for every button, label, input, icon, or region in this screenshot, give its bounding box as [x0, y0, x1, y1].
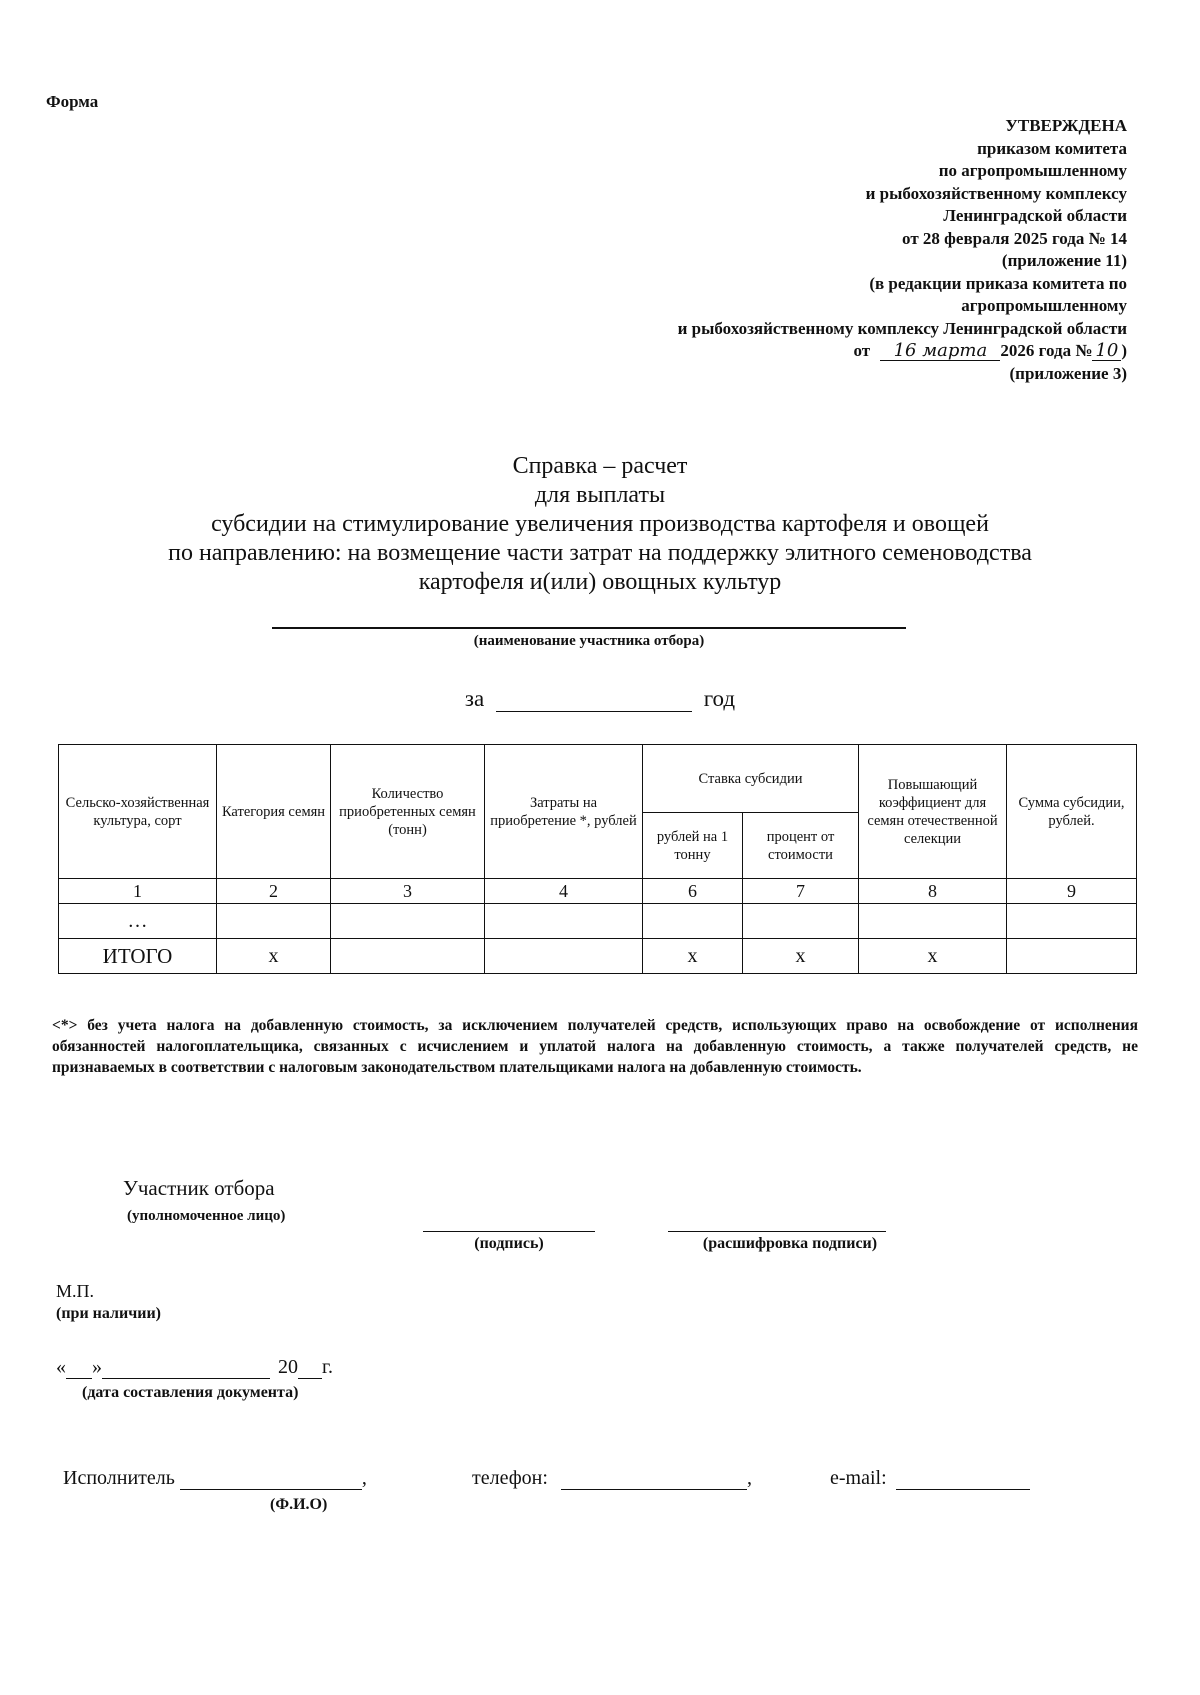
participant-label: Участник отбора — [123, 1176, 275, 1200]
column-number: 9 — [1007, 879, 1137, 904]
handwritten-date: 16 марта — [880, 342, 1000, 361]
approval-line: Ленинградской области — [943, 206, 1127, 225]
header-subsidy-sum: Сумма субсидии, рублей. — [1007, 745, 1137, 879]
month-field[interactable] — [102, 1360, 270, 1379]
not-applicable-mark: х — [743, 939, 859, 974]
amendment-from-label: от — [853, 341, 871, 360]
year-suffix: год — [703, 686, 736, 711]
date-open-quote: « — [56, 1356, 66, 1378]
approval-line: (в редакции приказа комитета по — [869, 273, 1127, 293]
approval-line: от 28 февраля 2025 года № 14 — [902, 228, 1127, 248]
email-label: e-mail: — [830, 1467, 887, 1489]
phone-label: телефон: — [472, 1467, 548, 1489]
total-row — [59, 939, 1137, 974]
year-suffix: г. — [322, 1356, 333, 1378]
title-line: по направлению: на возмещение части затрат на поддержку элитного семеноводства — [168, 540, 1032, 566]
handwritten-order-number: 10 — [1092, 342, 1121, 361]
not-applicable-mark: х — [643, 939, 743, 974]
table-cell[interactable]: … — [59, 904, 217, 939]
email-line — [830, 1467, 1030, 1490]
signature-field[interactable] — [423, 1231, 595, 1232]
executor-label: Исполнитель — [63, 1467, 175, 1489]
column-number: 2 — [217, 879, 331, 904]
table-row — [59, 904, 1137, 939]
header-rate-percent: процент от стоимости — [743, 813, 859, 879]
approval-line: УТВЕРЖДЕНА — [1005, 116, 1127, 135]
signature-decode-field[interactable] — [668, 1231, 886, 1232]
column-number: 4 — [485, 879, 643, 904]
participant-name-caption: (наименование участника отбора) — [473, 633, 705, 649]
document-date-line — [56, 1356, 333, 1379]
approval-line: и рыбохозяйственному комплексу — [865, 183, 1127, 203]
title-line: Справка – расчет — [512, 453, 688, 479]
year-digits-field[interactable] — [298, 1360, 322, 1379]
executor-field[interactable] — [180, 1471, 362, 1490]
table-cell[interactable] — [859, 904, 1007, 939]
stamp-label: М.П. — [56, 1281, 95, 1301]
total-label: ИТОГО — [59, 939, 217, 974]
approval-line: и рыбохозяйственному комплексу Ленинградской области — [677, 318, 1127, 338]
amendment-year-label: 2026 года № — [1000, 341, 1093, 360]
column-number: 8 — [859, 879, 1007, 904]
not-applicable-mark: х — [859, 939, 1007, 974]
column-number: 3 — [331, 879, 485, 904]
column-number: 7 — [743, 879, 859, 904]
approval-line: по агропромышленному — [938, 161, 1127, 180]
not-applicable-mark: х — [217, 939, 331, 974]
total-sum-cell[interactable] — [1007, 939, 1137, 974]
date-caption: (дата составления документа) — [82, 1384, 299, 1401]
header-quantity: Количество приобретенных семян (тонн) — [331, 745, 485, 879]
table-cell[interactable] — [643, 904, 743, 939]
form-label: Форма — [46, 92, 99, 111]
approval-block — [678, 115, 1127, 385]
header-subsidy-rate: Ставка субсидии — [643, 745, 859, 813]
signature-caption: (подпись) — [474, 1235, 544, 1252]
amendment-date-line — [678, 340, 1127, 363]
total-quantity-cell[interactable] — [331, 939, 485, 974]
authorized-person-label: (уполномоченное лицо) — [127, 1208, 286, 1224]
email-field[interactable] — [896, 1471, 1030, 1490]
total-costs-cell[interactable] — [485, 939, 643, 974]
header-culture: Сельско-хозяйственная культура, сорт — [59, 745, 217, 879]
table-cell[interactable] — [217, 904, 331, 939]
amendment-close-paren: ) — [1121, 341, 1127, 360]
document-title — [0, 452, 1200, 597]
title-line: картофеля и(или) овощных культур — [418, 569, 782, 595]
header-rate-per-ton: рублей на 1 тонну — [643, 813, 743, 879]
title-line: для выплаты — [534, 482, 666, 508]
year-prefix: 20 — [278, 1356, 298, 1378]
approval-line: (приложение 3) — [1009, 363, 1127, 383]
footnote: <*> без учета налога на добавленную стоимость, за исключением получателей средств, использующих право на освобождение от исполнения обязанностей налогоплательщика, связанных с исчислением и уплатой налога на добавленную стоимость, а также получателей средств, не признаваемых в соответствии с налоговым законодательством плательщиками налога на добавленную стоимость. — [52, 1017, 1138, 1076]
table-cell[interactable] — [743, 904, 859, 939]
participant-name-field[interactable] — [272, 627, 906, 629]
year-prefix: за — [464, 686, 485, 711]
executor-line: Исполнитель , — [63, 1467, 367, 1489]
approval-line: (приложение 11) — [1001, 251, 1127, 270]
phone-line: телефон: , — [472, 1467, 752, 1489]
header-costs: Затраты на приобретение *, рублей — [485, 745, 643, 879]
year-field[interactable] — [496, 691, 692, 712]
column-number: 1 — [59, 879, 217, 904]
table-cell[interactable] — [485, 904, 643, 939]
subsidy-calculation-table — [58, 744, 1137, 974]
day-field[interactable] — [66, 1360, 92, 1379]
phone-field[interactable] — [561, 1471, 747, 1490]
year-line — [0, 686, 1200, 712]
title-line: субсидии на стимулирование увеличения производства картофеля и овощей — [211, 511, 989, 537]
column-number: 6 — [643, 879, 743, 904]
table-cell[interactable] — [331, 904, 485, 939]
fio-caption: (Ф.И.О) — [270, 1496, 328, 1513]
header-category: Категория семян — [217, 745, 331, 879]
approval-line: приказом комитета — [977, 138, 1127, 158]
stamp-note: (при наличии) — [56, 1305, 162, 1322]
approval-line: агропромышленному — [961, 296, 1127, 315]
header-coefficient: Повышающий коэффициент для семян отечественной селекции — [859, 745, 1007, 879]
date-close-quote: » — [92, 1356, 102, 1378]
table-cell[interactable] — [1007, 904, 1137, 939]
signature-decode-caption: (расшифровка подписи) — [702, 1235, 878, 1252]
